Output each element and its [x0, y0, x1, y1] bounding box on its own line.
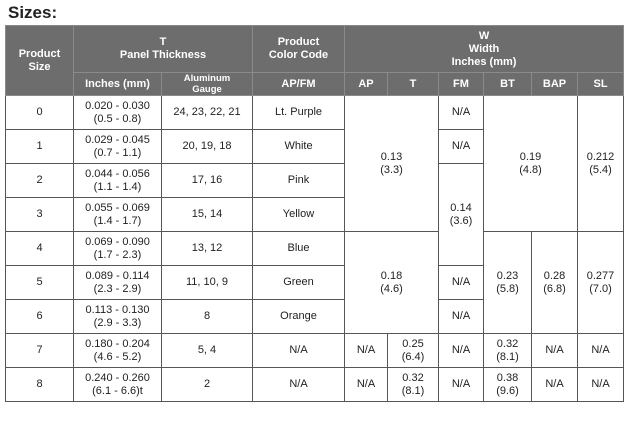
mm-range: (1.1 - 1.4)	[93, 180, 142, 193]
mm-range: (0.7 - 1.1)	[93, 146, 142, 159]
gauge-cell: 11, 10, 9	[162, 266, 253, 300]
width-mm: (5.4)	[589, 163, 612, 176]
inches-cell	[74, 96, 162, 130]
width-mm: (8.1)	[496, 350, 519, 363]
header-bt: BT	[484, 73, 532, 96]
gauge-cell: 13, 12	[162, 232, 253, 266]
inches-cell	[74, 198, 162, 232]
width-bap-cell	[532, 232, 578, 334]
width-ap-cell: N/A	[345, 368, 388, 402]
header-w-letter: W	[478, 29, 490, 42]
width-sl-cell	[578, 232, 624, 334]
mm-range: (6.1 - 6.6)t	[92, 384, 143, 397]
width-value: 0.32	[496, 337, 519, 350]
header-w-width	[345, 26, 624, 73]
header-sl: SL	[578, 73, 624, 96]
gauge-cell: 20, 19, 18	[162, 130, 253, 164]
header-aluminum-line1: Aluminum	[183, 73, 231, 84]
header-t: T	[388, 73, 439, 96]
header-fm: FM	[439, 73, 484, 96]
table-row	[6, 96, 624, 130]
inches-cell	[74, 300, 162, 334]
size-cell: 1	[6, 130, 74, 164]
inches-range: 0.055 - 0.069	[85, 201, 150, 214]
header-width-label: Width	[468, 42, 500, 55]
inches-range: 0.044 - 0.056	[85, 167, 150, 180]
width-sl-cell	[578, 96, 624, 232]
width-mm: (4.6)	[380, 282, 403, 295]
mm-range: (2.3 - 2.9)	[93, 282, 142, 295]
inches-range: 0.029 - 0.045	[85, 133, 150, 146]
size-cell: 5	[6, 266, 74, 300]
size-cell: 4	[6, 232, 74, 266]
color-cell: Green	[253, 266, 345, 300]
table-row	[6, 232, 624, 266]
header-product-size-line1: Product	[18, 47, 61, 60]
width-fm-cell: N/A	[439, 96, 484, 130]
width-fm-cell: N/A	[439, 368, 484, 402]
header-aluminum-line2: Gauge	[192, 84, 222, 95]
inches-cell	[74, 130, 162, 164]
size-cell: 2	[6, 164, 74, 198]
width-sl-cell: N/A	[578, 368, 624, 402]
header-product-size-line2: Size	[28, 60, 51, 73]
width-value: 0.18	[380, 269, 403, 282]
width-mm: (8.1)	[401, 384, 425, 397]
width-bt-cell	[484, 232, 532, 334]
color-cell: Blue	[253, 232, 345, 266]
width-value: 0.19	[519, 150, 542, 163]
gauge-cell: 24, 23, 22, 21	[162, 96, 253, 130]
header-product-color-code	[253, 26, 345, 73]
color-cell: Pink	[253, 164, 345, 198]
header-row-1	[6, 26, 624, 73]
page-title: Sizes:	[8, 3, 58, 22]
size-cell: 3	[6, 198, 74, 232]
inches-range: 0.020 - 0.030	[85, 99, 150, 112]
header-panel-thickness-label: Panel Thickness	[119, 49, 207, 61]
width-bt-cell	[484, 368, 532, 402]
inches-range: 0.089 - 0.114	[85, 269, 150, 282]
size-cell: 0	[6, 96, 74, 130]
width-bt-bap-cell	[484, 96, 578, 232]
width-mm: (7.0)	[589, 282, 612, 295]
mm-range: (2.9 - 3.3)	[93, 316, 142, 329]
inches-range: 0.069 - 0.090	[85, 235, 150, 248]
inches-range: 0.180 - 0.204	[85, 337, 150, 350]
width-value: 0.28	[543, 269, 566, 282]
width-bap-cell: N/A	[532, 334, 578, 368]
size-cell: 8	[6, 368, 74, 402]
header-color-code-line1: Product	[277, 36, 320, 48]
width-fm-cell: N/A	[439, 266, 484, 300]
width-value: 0.13	[380, 150, 403, 163]
header-aluminum-gauge	[162, 73, 253, 96]
header-row-2	[6, 73, 624, 96]
width-t-cell	[388, 368, 439, 402]
width-value: 0.23	[496, 269, 519, 282]
mm-range: (0.5 - 0.8)	[93, 112, 142, 125]
color-cell: N/A	[253, 334, 345, 368]
inches-cell	[74, 334, 162, 368]
table-row	[6, 368, 624, 402]
header-bap: BAP	[532, 73, 578, 96]
width-mm: (4.8)	[519, 163, 542, 176]
gauge-cell: 17, 16	[162, 164, 253, 198]
gauge-cell: 2	[162, 368, 253, 402]
width-value: 0.277	[586, 269, 615, 282]
width-mm: (3.6)	[449, 214, 473, 227]
width-sl-cell: N/A	[578, 334, 624, 368]
width-value: 0.32	[402, 371, 424, 384]
width-value: 0.38	[496, 371, 519, 384]
color-cell: Orange	[253, 300, 345, 334]
size-cell: 6	[6, 300, 74, 334]
width-mm: (6.8)	[543, 282, 566, 295]
header-t-panel-thickness	[74, 26, 253, 73]
gauge-cell: 15, 14	[162, 198, 253, 232]
width-mm: (6.4)	[401, 350, 425, 363]
width-bt-cell	[484, 334, 532, 368]
width-ap-t-cell	[345, 232, 439, 334]
width-value: 0.25	[402, 337, 424, 350]
inches-cell	[74, 368, 162, 402]
header-width-units: Inches (mm)	[451, 55, 517, 68]
width-value: 0.212	[586, 150, 615, 163]
width-fm-cell	[439, 164, 484, 266]
mm-range: (1.4 - 1.7)	[93, 214, 142, 227]
header-ap: AP	[345, 73, 388, 96]
color-cell: Lt. Purple	[253, 96, 345, 130]
width-t-cell	[388, 334, 439, 368]
header-color-code-line2: Color Code	[268, 49, 329, 61]
width-value: 0.14	[450, 201, 472, 214]
width-ap-cell: N/A	[345, 334, 388, 368]
inches-cell	[74, 266, 162, 300]
sizes-table	[5, 25, 624, 402]
size-cell: 7	[6, 334, 74, 368]
table-row	[6, 334, 624, 368]
mm-range: (4.6 - 5.2)	[93, 350, 142, 363]
width-fm-cell: N/A	[439, 300, 484, 334]
header-inches-mm: Inches (mm)	[74, 73, 162, 96]
inches-cell	[74, 164, 162, 198]
width-ap-t-cell	[345, 96, 439, 232]
width-mm: (9.6)	[496, 384, 519, 397]
mm-range: (1.7 - 2.3)	[93, 248, 142, 261]
header-t-letter: T	[159, 36, 167, 48]
inches-cell	[74, 232, 162, 266]
width-bap-cell: N/A	[532, 368, 578, 402]
gauge-cell: 5, 4	[162, 334, 253, 368]
gauge-cell: 8	[162, 300, 253, 334]
width-mm: (3.3)	[380, 163, 403, 176]
color-cell: White	[253, 130, 345, 164]
inches-range: 0.240 - 0.260	[85, 371, 150, 384]
inches-range: 0.113 - 0.130	[85, 303, 150, 316]
width-fm-cell: N/A	[439, 130, 484, 164]
header-product-size	[6, 26, 74, 96]
header-ap-fm: AP/FM	[253, 73, 345, 96]
width-mm: (5.8)	[496, 282, 519, 295]
color-cell: N/A	[253, 368, 345, 402]
color-cell: Yellow	[253, 198, 345, 232]
width-fm-cell: N/A	[439, 334, 484, 368]
